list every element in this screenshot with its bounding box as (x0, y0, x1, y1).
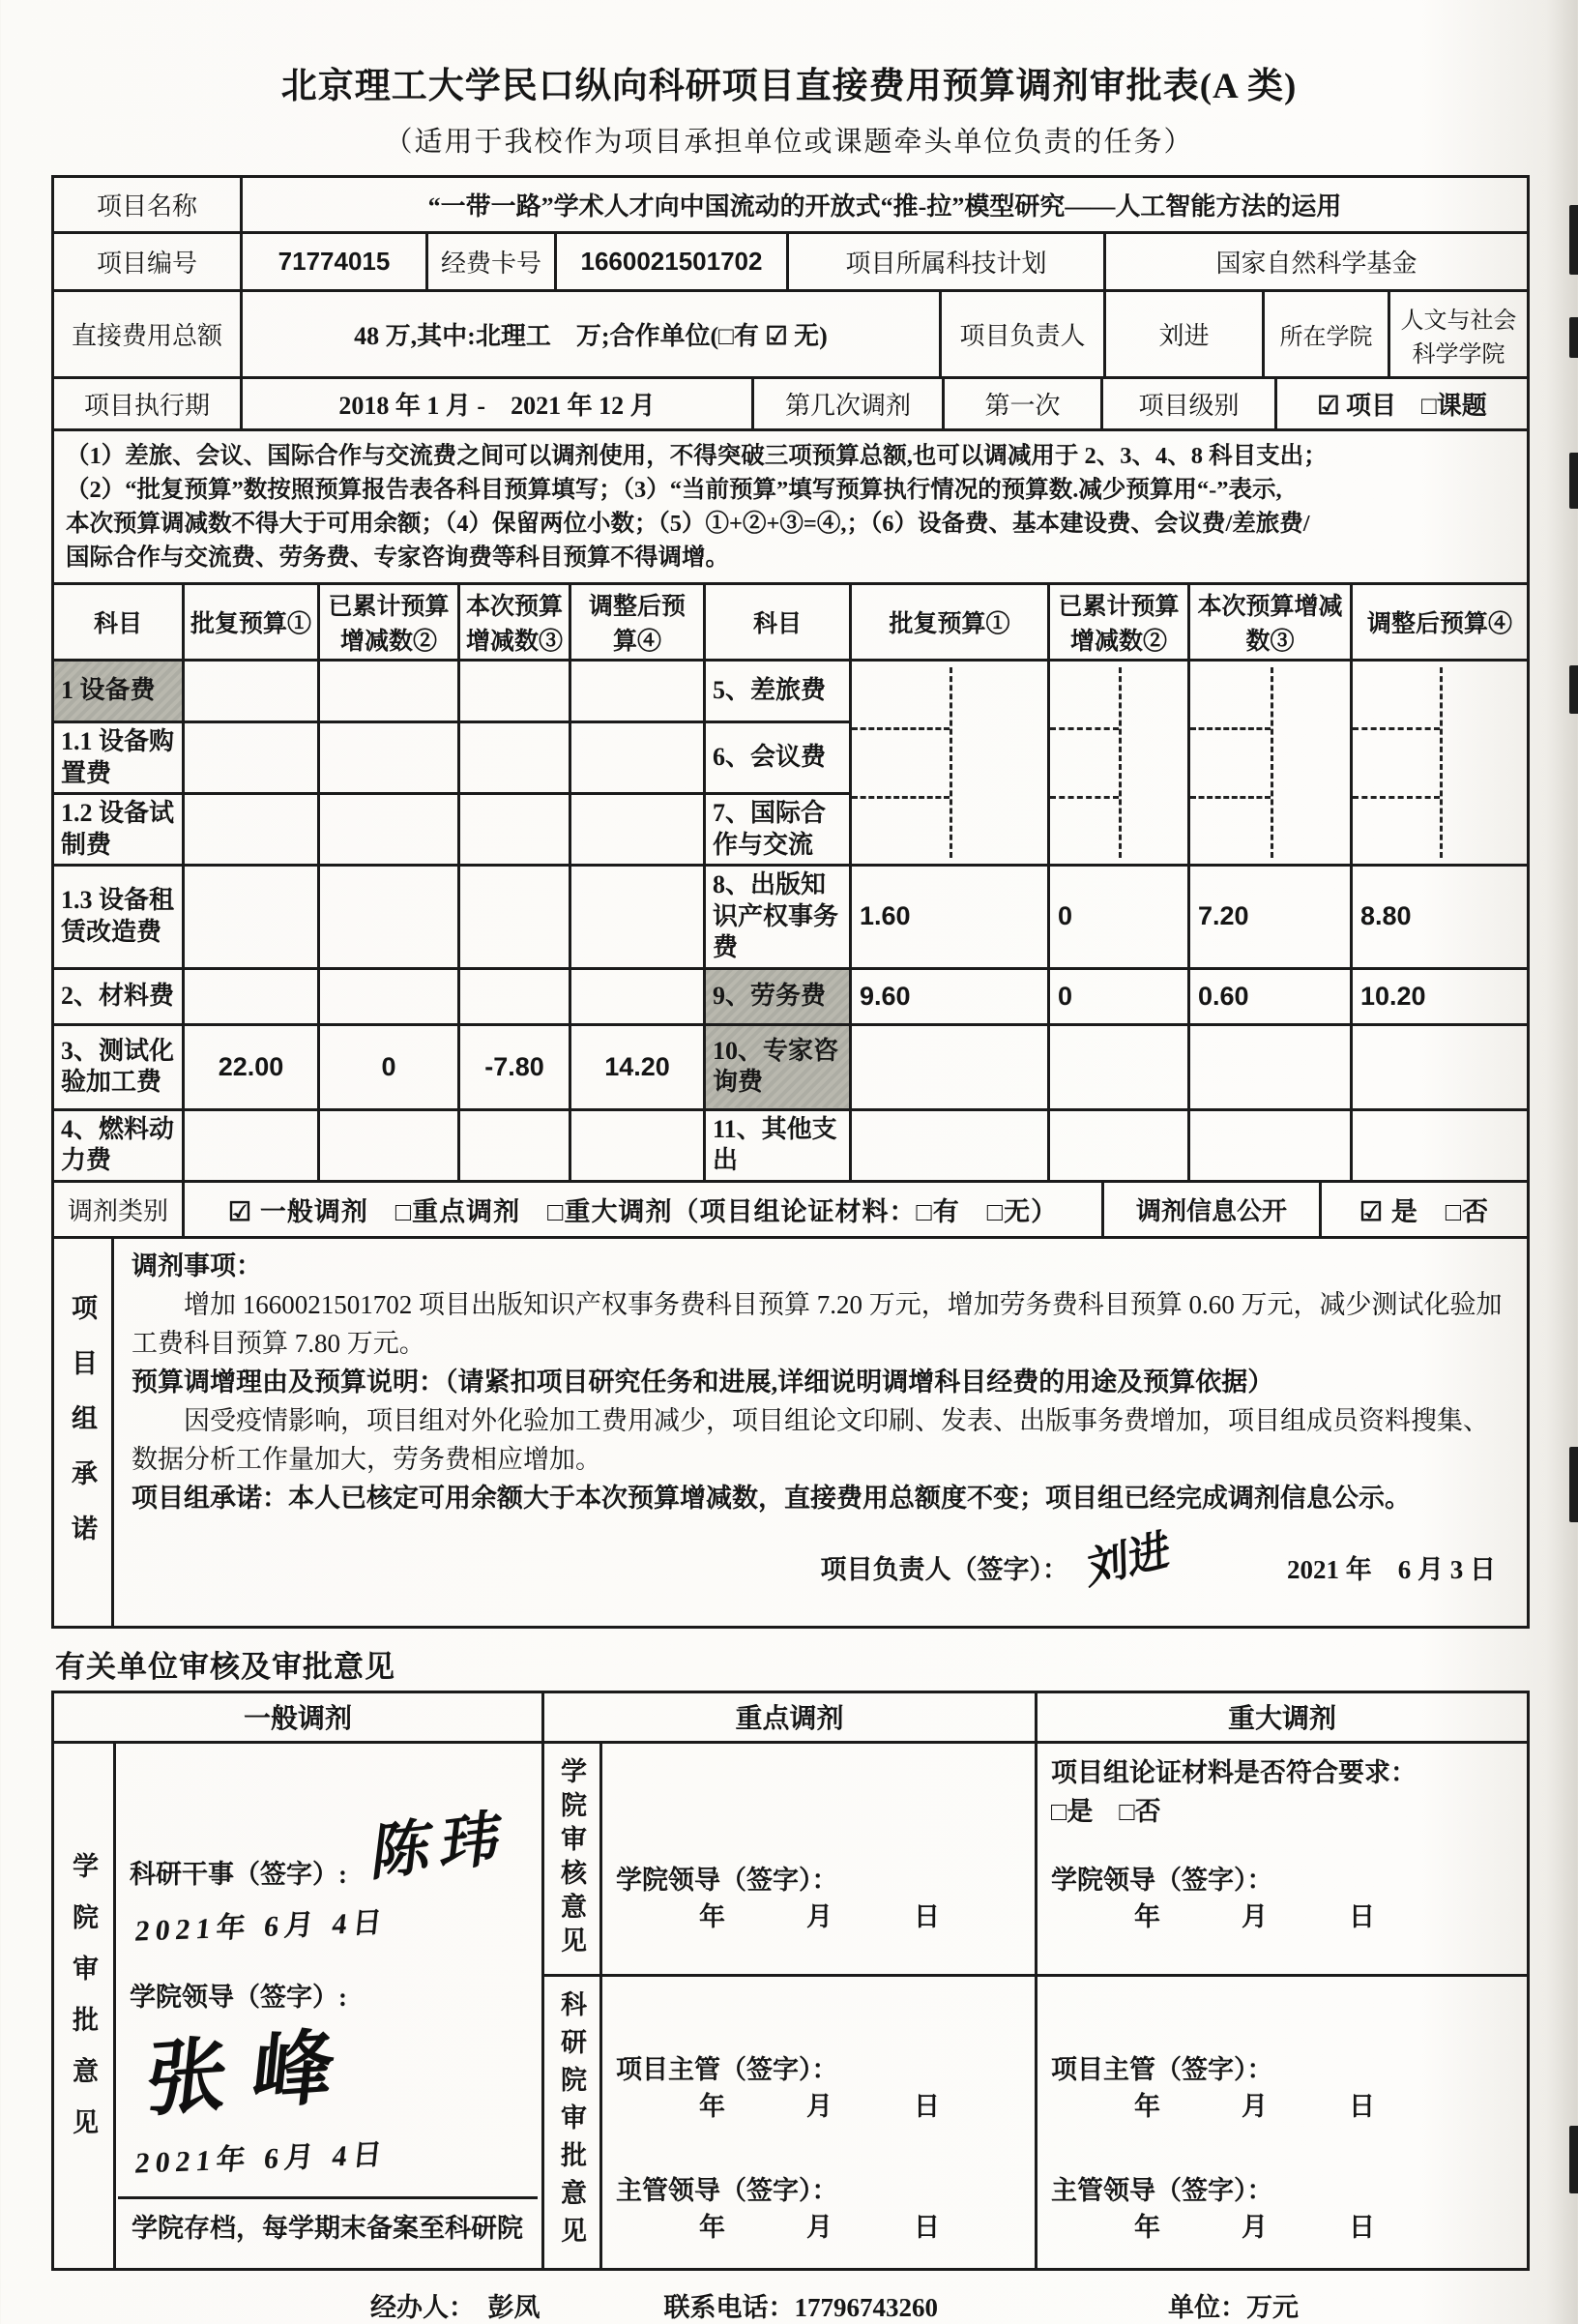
budget-value-cell (319, 866, 459, 969)
school-label: 所在学院 (1264, 291, 1389, 378)
budget-value-cell (459, 1109, 570, 1181)
disclosure-label: 调剂信息公开 (1103, 1181, 1321, 1237)
leader-sign-row (132, 1517, 1511, 1618)
budget-header-subject: 科目 (705, 584, 851, 661)
sign-label: 项目主管（签字）： (1051, 2054, 1273, 2084)
clerk-signature-handwriting: 陈玮 (367, 1804, 514, 1889)
material-checkbox-group: □是 □否 (1051, 1797, 1161, 1826)
key-college-review-cell (601, 1742, 1037, 1975)
commitment-content (113, 1237, 1529, 1627)
budget-subject-cell: 11、其他支出 (705, 1109, 851, 1181)
budget-value-cell: 7.20 (1189, 866, 1352, 969)
form-subtitle: （适用于我校作为项目承担单位或课题牵头单位负责的任务） (384, 127, 1194, 158)
budget-value-cell (319, 661, 459, 722)
reason-body: 因受疫情影响，项目组对外化验加工费用减少，项目组论文印刷、发表、出版事务费增加，项目组成员资料搜集、数据分析工作量加大，劳务费相应增加。 (132, 1405, 1489, 1474)
info-table (51, 175, 1530, 234)
info-table-row2 (51, 231, 1530, 292)
budget-table (51, 582, 1530, 1183)
spacer (616, 2133, 1021, 2173)
budget-header-approved: 批复预算① (184, 584, 319, 661)
budget-value-cell: 0 (1049, 866, 1189, 969)
general-opinion-cell (115, 1742, 543, 2269)
commitment-table (51, 1236, 1530, 1629)
archive-note: 学院存档，每学期末备案至科研院 (118, 2196, 538, 2249)
budget-header-subject: 科目 (53, 584, 184, 661)
adjust-times-value: 第一次 (944, 378, 1102, 430)
budget-subject-cell: 2、材料费 (53, 968, 184, 1024)
adjust-type-label: 调剂类别 (53, 1181, 184, 1237)
budget-value-cell: 9.60 (851, 968, 1049, 1024)
column-header-general: 一般调剂 (53, 1692, 543, 1742)
budget-value-cell (570, 661, 705, 722)
budget-value-cell (319, 794, 459, 866)
spacer (1051, 1986, 1513, 2052)
adjust-matter-heading: 调剂事项： (132, 1250, 262, 1280)
budget-value-cell (851, 1109, 1049, 1181)
info-table-row4 (51, 376, 1530, 431)
date-placeholder: 年 月 日 (1134, 2213, 1386, 2242)
dashed-guide (1050, 727, 1119, 730)
approval-table (51, 1691, 1530, 2271)
budget-value-cell (184, 866, 319, 969)
key-office-approval-cell (601, 1975, 1037, 2269)
budget-merged-cell (1049, 661, 1189, 866)
leader-signature-handwriting: 刘进 (1086, 1524, 1171, 1594)
budget-value-cell (570, 722, 705, 794)
budget-subject-cell: 1.1 设备购置费 (53, 722, 184, 794)
budget-header-approved: 批复预算① (851, 584, 1049, 661)
budget-value-cell: 14.20 (570, 1024, 705, 1109)
college-review-side-label: 学院审核意见 (543, 1742, 601, 1975)
column-header-key: 重点调剂 (543, 1692, 1037, 1742)
level-checkbox-group: ☑ 项目 □课题 (1276, 378, 1529, 430)
budget-subject-cell: 1.3 设备租赁改造费 (53, 866, 184, 969)
date-placeholder: 年 月 日 (699, 1902, 950, 1931)
dashed-guide (852, 796, 950, 799)
adjust-type-table (51, 1180, 1530, 1239)
budget-value-cell (1352, 1109, 1529, 1181)
budget-value-cell (1189, 1024, 1352, 1109)
scan-artifact (1569, 2126, 1578, 2193)
budget-value-cell (570, 968, 705, 1024)
scan-artifact (1569, 453, 1578, 509)
program-value: 国家自然科学基金 (1105, 233, 1529, 291)
budget-header-adjusted: 调整后预算④ (570, 584, 705, 661)
approval-section-heading: 有关单位审核及审批意见 (55, 1649, 395, 1684)
budget-value-cell: 22.00 (184, 1024, 319, 1109)
date-placeholder: 年 月 日 (699, 2213, 950, 2242)
contact-phone: 联系电话：17796743260 (663, 2292, 938, 2322)
total-value: 48 万,其中:北理工 万;合作单位(□有 ☑ 无) (242, 291, 941, 378)
scan-artifact (1569, 317, 1578, 358)
budget-subject-cell: 1.2 设备试制费 (53, 794, 184, 866)
fund-card-label: 经费卡号 (427, 233, 556, 291)
project-no-label: 项目编号 (53, 233, 242, 291)
budget-value-cell (459, 794, 570, 866)
budget-value-cell: 0 (1049, 968, 1189, 1024)
budget-header-accumulated: 已累计预算增减数② (319, 584, 459, 661)
material-question: 项目组论证材料是否符合要求： (1051, 1757, 1417, 1787)
clerk-sign-label: 科研干事（签字）: (130, 1860, 347, 1890)
note-line: （2）“批复预算”数按照预算报告表各科目预算填写；（3）“当前预算”填写预算执行情况的预算数.减少预算用“-”表示, (66, 477, 1282, 503)
dashed-guide (1119, 667, 1122, 857)
leader-sign-label: 项目负责人（签字）： (820, 1555, 1068, 1584)
level-label: 项目级别 (1102, 378, 1276, 430)
budget-merged-cell (1189, 661, 1352, 866)
sign-label: 项目主管（签字）： (616, 2054, 838, 2084)
clerk-sign-line (130, 1804, 528, 1900)
note-line: 国际合作与交流费、劳务费、专家咨询费等科目预算不得调增。 (66, 544, 729, 571)
budget-value-cell: 0.60 (1189, 968, 1352, 1024)
budget-value-cell (459, 968, 570, 1024)
sign-label: 主管领导（签字）： (616, 2175, 838, 2205)
budget-value-cell (459, 866, 570, 969)
dashed-guide (852, 727, 950, 730)
budget-header-accumulated: 已累计预算增减数② (1049, 584, 1189, 661)
clerk-date-line (130, 1900, 528, 1955)
budget-value-cell (184, 794, 319, 866)
adjust-type-checkbox-group: ☑ 一般调剂 □重点调剂 □重大调剂（项目组论证材料：□有 □无） (184, 1181, 1103, 1237)
leader-label: 项目负责人 (941, 291, 1105, 378)
college-leader-sign-label: 学院领导（签字）: (130, 1983, 347, 2013)
major-college-review-cell (1037, 1742, 1529, 1975)
date-placeholder: 年 月 日 (1134, 2092, 1386, 2122)
major-office-approval-content (1051, 1986, 1513, 2253)
note-line: （1）差旅、会议、国际合作与交流费之间可以调剂使用，不得突破三项预算总额,也可以调减用于 2、3、4、8 科目支出； (66, 443, 1328, 469)
notes-table (51, 428, 1530, 585)
college-approval-side-label: 学院审批意见 (53, 1742, 115, 2269)
budget-value-cell (570, 794, 705, 866)
note-line: 本次预算调减数不得大于可用余额；（4）保留两位小数；（5）①+②+③=④,；（6）设备费、基本建设费、会议费/差旅费/ (66, 511, 1310, 537)
scanned-form (51, 56, 1527, 2324)
dashed-guide (1353, 727, 1440, 730)
budget-value-cell (184, 661, 319, 722)
major-office-approval-cell (1037, 1975, 1529, 2269)
budget-value-cell (459, 661, 570, 722)
budget-subject-cell: 7、国际合作与交流 (705, 794, 851, 866)
period-value: 2018 年 1 月 - 2021 年 12 月 (242, 378, 753, 430)
dashed-guide (1271, 667, 1273, 857)
scan-artifact (1569, 205, 1578, 275)
adjust-matter-body: 增加 1660021501702 项目出版知识产权事务费科目预算 7.20 万元，增加劳务费科目预算 0.60 万元，减少测试化验加工费科目预算 7.80 万元。 (132, 1289, 1503, 1358)
budget-subject-cell: 6、会议费 (705, 722, 851, 794)
total-label: 直接费用总额 (53, 291, 242, 378)
budget-value-cell (319, 1109, 459, 1181)
school-value: 人文与社会科学学院 (1389, 291, 1529, 378)
period-label: 项目执行期 (53, 378, 242, 430)
adjust-times-label: 第几次调剂 (753, 378, 944, 430)
project-name-label: 项目名称 (53, 177, 242, 233)
column-header-major: 重大调剂 (1037, 1692, 1529, 1742)
major-college-review-content (1051, 1753, 1513, 1943)
research-office-side-label: 科研院审批意见 (543, 1975, 601, 2269)
budget-subject-cell: 3、测试化验加工费 (53, 1024, 184, 1109)
budget-value-cell (1049, 1109, 1189, 1181)
commitment-side-label: 项目组承诺 (53, 1237, 113, 1627)
budget-value-cell (184, 968, 319, 1024)
general-opinion-content (130, 1753, 528, 2245)
budget-value-cell (184, 722, 319, 794)
budget-value-cell: 1.60 (851, 866, 1049, 969)
budget-value-cell (319, 968, 459, 1024)
dashed-guide (950, 667, 952, 857)
dashed-guide (1050, 796, 1119, 799)
budget-subject-cell: 8、出版知识产权事务费 (705, 866, 851, 969)
reason-heading: 预算调增理由及预算说明：（请紧扣项目研究任务和进展,详细说明调增科目经费的用途及预算依据） (132, 1367, 1274, 1397)
handler-label: 经办人： 彭凤 (370, 2292, 541, 2322)
form-title: 北京理工大学民口纵向科研项目直接费用预算调剂审批表(A 类) (280, 67, 1298, 106)
disclosure-checkbox-group: ☑ 是 □否 (1321, 1181, 1529, 1237)
budget-value-cell (1352, 1024, 1529, 1109)
budget-subject-cell: 4、燃料动力费 (53, 1109, 184, 1181)
date-placeholder: 年 月 日 (1134, 1902, 1386, 1931)
sign-label: 学院领导（签字）： (1051, 1865, 1273, 1895)
budget-subject-cell: 9、劳务费 (705, 968, 851, 1024)
budget-value-cell (459, 722, 570, 794)
budget-merged-cell (851, 661, 1049, 866)
budget-value-cell: 0 (319, 1024, 459, 1109)
dashed-guide (1190, 796, 1271, 799)
college-leader-signature-handwriting: 张峰 (141, 2020, 364, 2127)
sign-label: 主管领导（签字）： (1051, 2175, 1273, 2205)
leader-sign-date: 2021 年 6 月 3 日 (1287, 1555, 1496, 1584)
info-table-row3 (51, 289, 1530, 379)
dashed-guide (1440, 667, 1443, 857)
clerk-date-handwriting: 2021年 6月 4日 (132, 1906, 390, 1948)
budget-subject-cell: 5、差旅费 (705, 661, 851, 722)
form-notes (53, 430, 1529, 584)
spacer (1051, 2133, 1513, 2173)
dashed-guide (1353, 796, 1440, 799)
project-no-value: 71774015 (242, 233, 427, 291)
leader-value: 刘进 (1105, 291, 1264, 378)
college-leader-date-line (130, 2133, 528, 2187)
budget-value-cell: 10.20 (1352, 968, 1529, 1024)
budget-value-cell (570, 1109, 705, 1181)
budget-value-cell (570, 866, 705, 969)
spacer (616, 1986, 1021, 2052)
budget-subject-cell: 10、专家咨询费 (705, 1024, 851, 1109)
budget-value-cell (1049, 1024, 1189, 1109)
project-name-value: “一带一路”学术人才向中国流动的开放式“推-拉”模型研究——人工智能方法的运用 (242, 177, 1529, 233)
budget-value-cell (851, 1024, 1049, 1109)
budget-header-current: 本次预算增减数③ (459, 584, 570, 661)
unit-label: 单位：万元 (1168, 2292, 1299, 2322)
promise-line: 项目组承诺：本人已核定可用余额大于本次预算增减数，直接费用总额度不变；项目组已经完成调剂信息公示。 (132, 1483, 1411, 1513)
college-leader-sign-line (130, 1980, 528, 2132)
date-placeholder: 年 月 日 (699, 2092, 950, 2122)
budget-header-adjusted: 调整后预算④ (1352, 584, 1529, 661)
budget-merged-cell (1352, 661, 1529, 866)
budget-value-cell: -7.80 (459, 1024, 570, 1109)
budget-header-current: 本次预算增减数③ (1189, 584, 1352, 661)
budget-subject-cell: 1 设备费 (53, 661, 184, 722)
budget-value-cell (319, 722, 459, 794)
budget-value-cell (1189, 1109, 1352, 1181)
scan-artifact (1569, 665, 1578, 714)
fund-card-value: 1660021501702 (556, 233, 788, 291)
budget-value-cell (184, 1109, 319, 1181)
program-label: 项目所属科技计划 (788, 233, 1105, 291)
key-college-review-content (616, 1753, 1021, 1943)
college-leader-date-handwriting: 2021年 6月 4日 (132, 2137, 390, 2180)
scan-artifact (1569, 1447, 1578, 1522)
form-footer (51, 2286, 1527, 2324)
sign-label: 学院领导（签字）： (616, 1865, 838, 1895)
key-office-approval-content (616, 1986, 1021, 2253)
budget-value-cell: 8.80 (1352, 866, 1529, 969)
dashed-guide (1190, 727, 1271, 730)
